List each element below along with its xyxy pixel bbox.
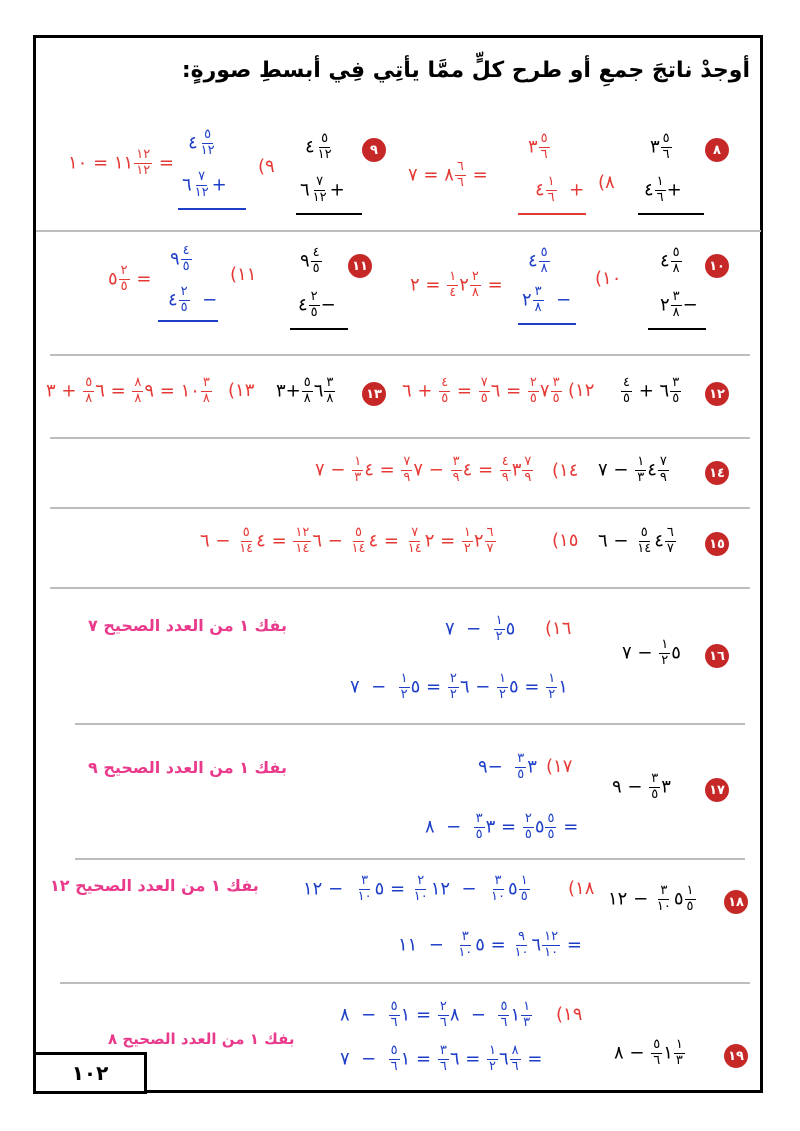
problem-10-label: (١٠: [595, 268, 622, 289]
problem-9-label: (٩: [258, 156, 275, 177]
problem-18-label: (١٨: [568, 878, 595, 899]
problem-8-question: ٣ $\frac{٥}{٦}$: [650, 131, 670, 162]
problem-12-work: ٧ $\frac{٢}{٥}$ = ٦ $\frac{٧}{٥}$ = $\frac{٤}{٥}$ + ٦ $\frac{٣}{٥}$: [402, 375, 560, 406]
problem-9-result: ١١ = ١٠ $\frac{١٢}{١٢}$ =: [68, 147, 175, 178]
problem-13-work: ١٠ = ٩ $\frac{٨}{٨}$ = ٦ $\frac{٥}{٨}$ + ٣ $\frac{٣}{٨}$: [46, 375, 210, 406]
problem-10-question-second: ٢ $\frac{٣}{٨}$ −: [660, 289, 698, 320]
problem-19-line2: ٦ $\frac{١}{٢}$ = ٦ $\frac{٣}{٦}$ = ١ $\frac{٥}{٦}$ − ٧ $\frac{٨}{٦}$ =: [340, 1043, 543, 1074]
problem-16-question: ٥ $\frac{١}{٢}$ − ٧: [622, 637, 681, 668]
problem-13-question: ٦ $\frac{٥}{٨}$ +٣ $\frac{٣}{٨}$: [276, 375, 334, 406]
problem-16-label: (١٦: [545, 618, 572, 639]
separator: [75, 858, 745, 860]
problem-badge-9: ٩: [362, 138, 386, 162]
separator: [50, 507, 750, 509]
borrow-note-17: بفك ١ من العدد الصحيح ٩: [88, 758, 287, 777]
problem-10-question: ٤ $\frac{٥}{٨}$: [660, 245, 680, 276]
problem-14-label: (١٤: [552, 460, 579, 481]
problem-9-work-top: ٤ $\frac{٥}{١٢}$: [188, 127, 215, 158]
problem-17-label: (١٧: [546, 756, 573, 777]
answer-line: [638, 213, 704, 215]
separator: [36, 230, 761, 232]
problem-12-question: $\frac{٤}{٥}$ + ٦ $\frac{٣}{٥}$: [623, 375, 680, 406]
problem-16-line1: ٥ $\frac{١}{٢}$ − ٧: [445, 613, 516, 644]
problem-15-question: ٤ $\frac{٥}{١٤}$ − ٦ $\frac{٦}{٧}$: [598, 525, 674, 556]
borrow-note-19: بفك ١ من العدد الصحيح ٨: [108, 1030, 295, 1048]
problem-11-question-second: ٤ $\frac{٢}{٥}$ −: [298, 289, 336, 320]
problem-16-line2: ١ $\frac{١}{٢}$ = ٥ $\frac{١}{٢}$ − ٦ $\frac{٢}{٢}$ = ٥ $\frac{١}{٢}$ − ٧: [350, 671, 568, 702]
answer-line: [178, 208, 246, 210]
problem-badge-10: ١٠: [705, 254, 729, 278]
problem-15-label: (١٥: [552, 530, 579, 551]
problem-10-work-top: ٤ $\frac{٥}{٨}$: [528, 245, 548, 276]
separator: [60, 982, 750, 984]
answer-line: [518, 323, 576, 325]
separator: [75, 723, 745, 725]
problem-11-question: ٩ $\frac{٤}{٥}$: [300, 245, 320, 276]
separator: [50, 587, 750, 589]
problem-badge-11: ١١: [348, 254, 372, 278]
problem-14-question: ٤ $\frac{١}{٣}$ − ٧ $\frac{٧}{٩}$: [598, 454, 667, 485]
problem-11-work-top: ٩ $\frac{٤}{٥}$: [170, 243, 190, 274]
problem-badge-18: ١٨: [724, 890, 748, 914]
answer-line: [290, 328, 348, 330]
problem-19-question: ١ $\frac{٥}{٦}$ − ٨ $\frac{١}{٣}$: [614, 1037, 683, 1068]
problem-19-label: (١٩: [556, 1004, 583, 1025]
problem-11-result: ٥ $\frac{٢}{٥}$ =: [108, 263, 152, 294]
problem-10-work-bottom: ٢ $\frac{٣}{٨}$ −: [522, 284, 572, 315]
problem-badge-8: ٨: [705, 138, 729, 162]
separator: [50, 437, 750, 439]
borrow-note-18: بفك ١ من العدد الصحيح ١٢: [50, 876, 259, 895]
problem-12-label: (١٢: [568, 380, 595, 401]
problem-8-work-bottom: ٤ $\frac{١}{٦}$ +: [535, 174, 585, 205]
problem-11-label: (١١: [230, 264, 257, 285]
problem-8-result: ٨ = ٧ $\frac{٦}{٦}$ =: [408, 159, 488, 190]
problem-15-work: ٢ $\frac{١}{٢}$ = ٢ $\frac{٧}{١٤}$ = ٤ $\frac{٥}{١٤}$ − ٦ $\frac{١٢}{١٤}$ = ٤ $\frac{٥}{١٤}$ − ٦ $\frac{٦}{٧}$: [200, 525, 494, 556]
problem-9-question-second: ٦ $\frac{٧}{١٢}$ +: [300, 174, 345, 205]
problem-badge-14: ١٤: [705, 461, 729, 485]
problem-badge-12: ١٢: [705, 382, 729, 406]
problem-11-work-bottom: ٤ $\frac{٢}{٥}$ −: [168, 284, 218, 315]
problem-9-question: ٤ $\frac{٥}{١٢}$: [305, 131, 332, 162]
problem-18-question: ٥ $\frac{٣}{١٠}$ − ١٢ $\frac{١}{٥}$: [608, 883, 694, 914]
answer-line: [648, 328, 706, 330]
problem-10-result: ٢ $\frac{١}{٤}$ = ٢ $\frac{٢}{٨}$ =: [410, 269, 503, 300]
page-title: أوجدْ ناتجَ جمعِ أو طرح كلٍّ ممَّا يأتِي فِي أبسطِ صورةٍ:: [181, 58, 750, 83]
problem-8-work-top: ٣ $\frac{٥}{٦}$: [528, 131, 548, 162]
problem-8-label: (٨: [598, 172, 615, 193]
problem-18-line1: ٥ $\frac{٣}{١٠}$ − ١٢ $\frac{٢}{١٠}$ = ٥ $\frac{٣}{١٠}$ − ١٢ $\frac{١}{٥}$: [303, 873, 528, 904]
problem-18-line2: ٦ $\frac{٩}{١٠}$ = ٥ $\frac{٣}{١٠}$ − ١١ $\frac{١٢}{١٠}$ =: [398, 929, 582, 960]
problem-9-work-bottom: ٦ $\frac{٧}{١٢}$ +: [182, 169, 227, 200]
problem-8-question-second: ٤ $\frac{١}{٦}$ +: [644, 174, 682, 205]
borrow-note-16: بفك ١ من العدد الصحيح ٧: [88, 616, 287, 635]
answer-line: [518, 213, 586, 215]
problem-badge-16: ١٦: [705, 644, 729, 668]
problem-17-line1: ٣ $\frac{٣}{٥}$ −٩: [478, 751, 537, 782]
problem-badge-15: ١٥: [705, 532, 729, 556]
problem-14-work: ٣ $\frac{٤}{٩}$ = ٤ $\frac{٣}{٩}$ − ٧ $\frac{٧}{٩}$ = ٤ $\frac{١}{٣}$ − ٧ $\frac{٧}{٩}$: [315, 454, 532, 485]
problem-badge-13: ١٣: [362, 382, 386, 406]
problem-19-line1: ١ $\frac{٥}{٦}$ − ٨ $\frac{٢}{٦}$ = ١ $\frac{٥}{٦}$ − ٨ $\frac{١}{٣}$: [340, 999, 531, 1030]
page-number: ١٠٢: [33, 1052, 147, 1094]
problem-17-question: ٣ $\frac{٣}{٥}$ − ٩: [612, 771, 671, 802]
problem-badge-17: ١٧: [705, 778, 729, 802]
problem-17-line2: ٥ $\frac{٢}{٥}$ = ٣ $\frac{٣}{٥}$ − ٨ $\frac{٥}{٥}$ =: [425, 811, 579, 842]
separator: [50, 354, 750, 356]
problem-13-label: (١٣: [228, 380, 255, 401]
answer-line: [296, 213, 362, 215]
answer-line: [158, 320, 218, 322]
problem-badge-19: ١٩: [724, 1044, 748, 1068]
